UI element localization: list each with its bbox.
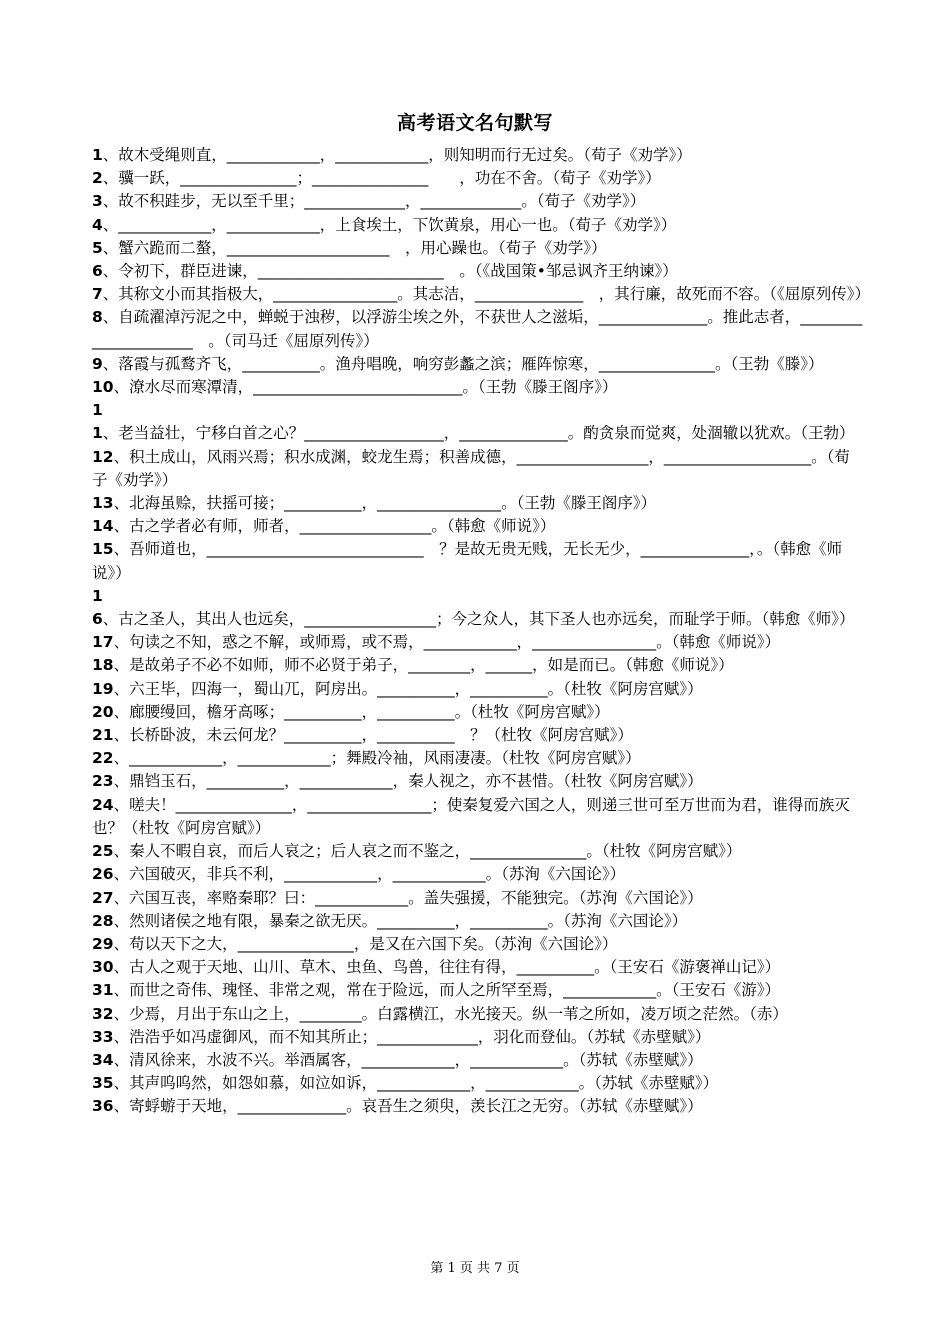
question-item <box>92 1072 864 1095</box>
question-text: 、六国破灭，非兵不利，____________，____________。（苏洵《六国论》） <box>113 865 626 884</box>
question-text: 、潦水尽而寒潭清，___________________________。（王勃《滕王阁序》） <box>113 378 618 397</box>
question-text: 、寄蜉蝣于天地，______________。哀吾生之须臾，羡长江之无穷。（苏轼《赤壁赋》） <box>113 1097 703 1116</box>
question-text: 、吾师道也，____________________________ ？是故无贵无贱，无长无少，______________，。（韩愈《师说》） <box>92 540 843 582</box>
question-text: 、清风徐来，水波不兴。举酒属客，____________，____________。（苏轼《赤壁赋》） <box>113 1050 703 1069</box>
question-number: 27 <box>92 888 114 907</box>
question-number: 16 <box>92 586 103 629</box>
question-number: 35 <box>92 1074 114 1093</box>
question-item <box>92 747 864 770</box>
question-number: 31 <box>92 981 114 1000</box>
question-number: 7 <box>92 285 103 304</box>
question-item <box>92 701 864 724</box>
question-item <box>92 306 864 352</box>
question-item <box>92 631 864 654</box>
question-number: 15 <box>92 540 114 559</box>
question-item <box>92 1003 864 1026</box>
question-item <box>92 144 864 167</box>
question-text: 、积土成山，风雨兴焉；积水成渊，蛟龙生焉；积善成德，_________________，___________________。（荀子《劝学》） <box>92 447 850 489</box>
question-item <box>92 446 864 492</box>
question-item <box>92 237 864 260</box>
question-text: 、故木受绳则直，____________，____________，则知明而行无过矣。（荀子《劝学》） <box>102 146 692 164</box>
question-number: 17 <box>92 633 114 652</box>
question-text: 、苟以天下之大，_______________，是又在六国下矣。（苏洵《六国论》） <box>113 934 618 953</box>
question-text: 、少焉，月出于东山之上，________。白露横江，水光接天。纵一苇之所如，凌万顷之茫然。（赤） <box>113 1004 788 1023</box>
question-item <box>92 910 864 933</box>
question-number: 21 <box>92 726 114 745</box>
question-number: 12 <box>92 447 114 466</box>
question-text: 、____________，____________，上食埃土，下饮黄泉，用心一也。（荀子《劝学》） <box>102 215 677 234</box>
question-text: 、句读之不知，惑之不解，或师焉，或不焉，____________，________________。（韩愈《师说》） <box>113 633 781 652</box>
question-number: 9 <box>92 354 103 373</box>
question-item <box>92 840 864 863</box>
page-title: 高考语文名句默写 <box>396 112 553 134</box>
question-number: 24 <box>92 795 114 814</box>
question-text: 、是故弟子不必不如师，师不必贤于弟子，________，______，如是而已。（韩愈《师说》） <box>113 656 734 675</box>
question-text: 、老当益壮，宁移白首之心？__________________，______________。酌贪泉而觉爽，处涸辙以犹欢。（王勃） <box>102 424 855 443</box>
question-item <box>92 724 864 747</box>
question-item <box>92 167 864 190</box>
question-number: 32 <box>92 1004 114 1023</box>
question-text: 、北海虽赊，扶摇可接；__________，________________。（王勃《滕王阁序》） <box>113 494 657 513</box>
question-item <box>92 214 864 237</box>
question-number: 5 <box>92 238 103 257</box>
question-number: 3 <box>92 192 103 211</box>
question-text: 、蟹六跪而二螯，_____________________ ，用心躁也。（荀子《劝学》） <box>102 238 607 257</box>
question-number: 34 <box>92 1050 114 1069</box>
question-item <box>92 1026 864 1049</box>
question-number: 18 <box>92 656 114 675</box>
question-number: 14 <box>92 517 114 536</box>
question-item <box>92 678 864 701</box>
question-number: 6 <box>92 262 103 281</box>
question-number: 23 <box>92 772 114 791</box>
question-text: 、____________，____________；舞殿冷袖，风雨凄凄。（杜牧《阿房宫赋》） <box>113 749 641 768</box>
question-number: 30 <box>92 958 114 977</box>
question-item <box>92 260 864 283</box>
question-item <box>92 956 864 979</box>
question-text: 、其声呜呜然，如怨如慕，如泣如诉，____________，____________。（苏轼《赤壁赋》） <box>113 1074 719 1093</box>
question-number: 10 <box>92 378 114 397</box>
question-text: 、然则诸侯之地有限，暴秦之欲无厌。__________，__________。（苏洵《六国论》） <box>113 911 688 930</box>
question-number: 25 <box>92 842 114 861</box>
question-text: 、六国互丧，率赂秦耶？曰：____________。盖失强援，不能独完。（苏洵《六国论》） <box>113 888 703 907</box>
question-item <box>92 979 864 1002</box>
question-text: 、秦人不暇自哀，而后人哀之；后人哀之而不鉴之，_______________。（杜牧《阿房宫赋》） <box>113 842 742 861</box>
question-item <box>92 283 871 306</box>
question-text: 、六王毕，四海一，蜀山兀，阿房出。__________，__________。（杜牧《阿房宫赋》） <box>113 679 703 698</box>
question-item <box>92 933 864 956</box>
question-text: 、古之圣人，其出人也远矣，_________________；今之众人，其下圣人也亦远矣，而耻学于师。（韩愈《师》） <box>102 610 855 629</box>
question-item <box>92 1095 864 1118</box>
question-item <box>92 1049 864 1072</box>
question-number: 36 <box>92 1097 114 1116</box>
question-text: 、长桥卧波，未云何龙？__________，__________ ？（杜牧《阿房宫赋》） <box>113 726 633 745</box>
question-text: 、故不积跬步，无以至千里；_____________，_____________。（荀子《劝学》） <box>102 192 646 211</box>
question-text: 、浩浩乎如冯虚御风，而不知其所止；_____________，羽化而登仙。（苏轼《赤壁赋》） <box>113 1027 711 1046</box>
question-text: 、鼎铛玉石，__________，____________，秦人视之，亦不甚惜。（杜牧《阿房宫赋》） <box>113 772 703 791</box>
question-item <box>92 353 864 376</box>
question-number: 11 <box>92 401 103 443</box>
question-number: 28 <box>92 911 114 930</box>
question-text: 、而世之奇伟、瑰怪、非常之观，常在于险远，而人之所罕至焉，____________。（王安石《游》） <box>113 981 781 1000</box>
question-text: 、落霞与孤鹜齐飞，__________。渔舟唱晚，响穷彭蠡之滨；雁阵惊寒，_______________。（王勃《滕》） <box>102 354 824 373</box>
question-text: 、骥一跃，_______________；_______________ ，功在不舍。（荀子《劝学》） <box>102 169 661 188</box>
question-list <box>92 144 871 1119</box>
question-number: 2 <box>92 169 103 188</box>
question-item <box>92 654 864 677</box>
question-text: 、令初下，群臣进谏，________________________ 。（《战国策•邹忌讽齐王纳谏》） <box>102 262 678 281</box>
question-item <box>92 863 864 886</box>
question-number: 26 <box>92 865 114 884</box>
question-item <box>92 376 864 399</box>
question-text: 、古人之观于天地、山川、草木、虫鱼、鸟兽，往往有得，__________。（王安石《游褒禅山记》） <box>113 958 781 977</box>
question-item <box>92 515 864 538</box>
question-item <box>92 399 864 445</box>
question-number: 29 <box>92 934 114 953</box>
question-item <box>92 770 864 793</box>
question-text: 、自疏濯淖污泥之中，蝉蜕于浊秽，以浮游尘埃之外，不获世人之滋垢，______________。推此志者，_____________________ 。（司马迁《屈原列传》） <box>92 308 863 350</box>
question-number: 4 <box>92 215 103 234</box>
page-footer: 第 1 页 共 7 页 <box>430 1261 520 1276</box>
question-item <box>92 492 864 515</box>
question-number: 1 <box>92 146 103 164</box>
question-text: 、其称文小而其指极大，________________。其志洁，______________ ，其行廉，故死而不容。（《屈原列传》） <box>102 285 871 304</box>
question-text: 、嗟夫！_______________，________________；使秦复爱六国之人，则递三世可至万世而为君，谁得而族灭也？（杜牧《阿房宫赋》） <box>92 795 850 837</box>
question-item <box>92 585 864 631</box>
question-text: 、古之学者必有师，师者，_________________。（韩愈《师说》） <box>113 517 556 536</box>
question-number: 8 <box>92 308 103 327</box>
question-item <box>92 538 864 584</box>
question-number: 19 <box>92 679 114 698</box>
question-number: 13 <box>92 494 114 513</box>
question-item <box>92 794 864 840</box>
question-item <box>92 190 864 213</box>
question-text: 、廊腰缦回，檐牙高啄；__________，__________。（杜牧《阿房宫赋》） <box>113 702 610 721</box>
question-number: 33 <box>92 1027 114 1046</box>
question-item <box>92 887 864 910</box>
question-number: 22 <box>92 749 114 768</box>
question-number: 20 <box>92 702 114 721</box>
